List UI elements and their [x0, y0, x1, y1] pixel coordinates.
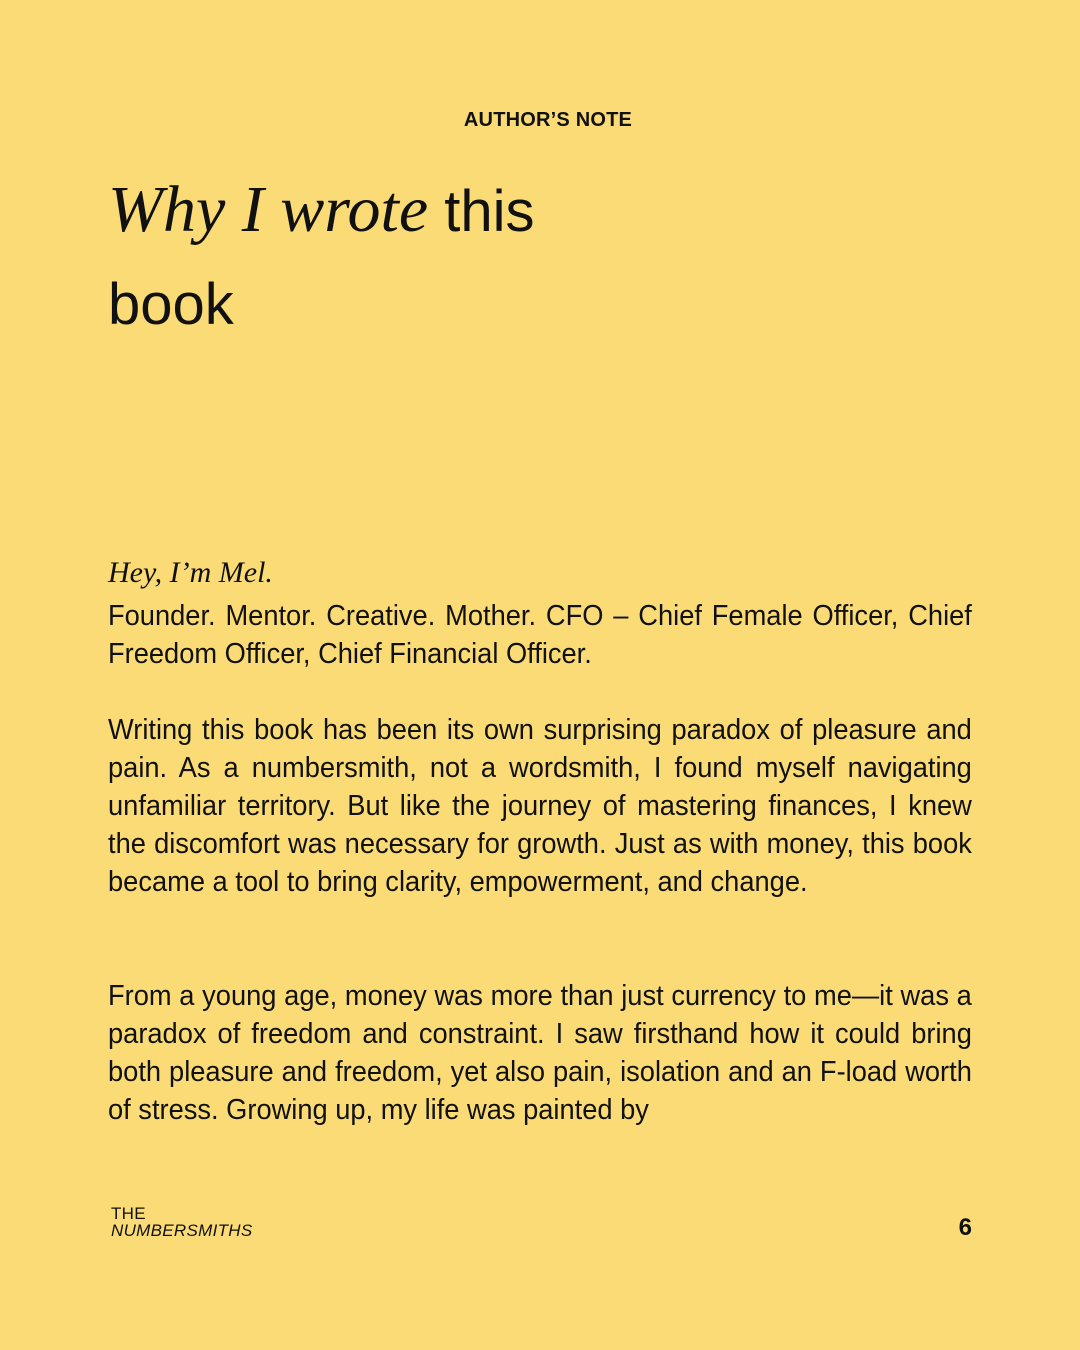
brand-logo [111, 1205, 253, 1239]
page-title [108, 164, 668, 351]
title-roman-2: book [108, 272, 234, 337]
paragraph-writing: Writing this book has been its own surprising paradox of pleasure and pain. As a numbersmith, not a wordsmith, I found myself navigating unfamiliar territory. But like the journey of mastering finances, I knew the discomfort was necessary for growth. Just as with money, this book became a tool to bring clarity, empowerment, and change. [108, 714, 972, 898]
greeting: Hey, I’m Mel. [108, 556, 273, 589]
paragraph-intro: Founder. Mentor. Creative. Mother. CFO – Chief Female Officer, Chief Freedom Officer, Chief Financial Officer. [108, 600, 972, 670]
title-italic: Why I wrote [108, 173, 429, 246]
logo-line-2: NUMBERSMITHS [111, 1221, 253, 1240]
section-eyebrow: AUTHOR’S NOTE [463, 109, 633, 131]
title-roman-1: this [428, 179, 535, 244]
logo-line-1: THE [111, 1204, 146, 1223]
page-number: 6 [958, 1214, 972, 1241]
paragraph-money: From a young age, money was more than just currency to me—it was a paradox of freedom and constraint. I saw firsthand how it could bring both pleasure and freedom, yet also pain, isolation and an F-load worth of stress. Growing up, my life was painted by [108, 980, 972, 1126]
